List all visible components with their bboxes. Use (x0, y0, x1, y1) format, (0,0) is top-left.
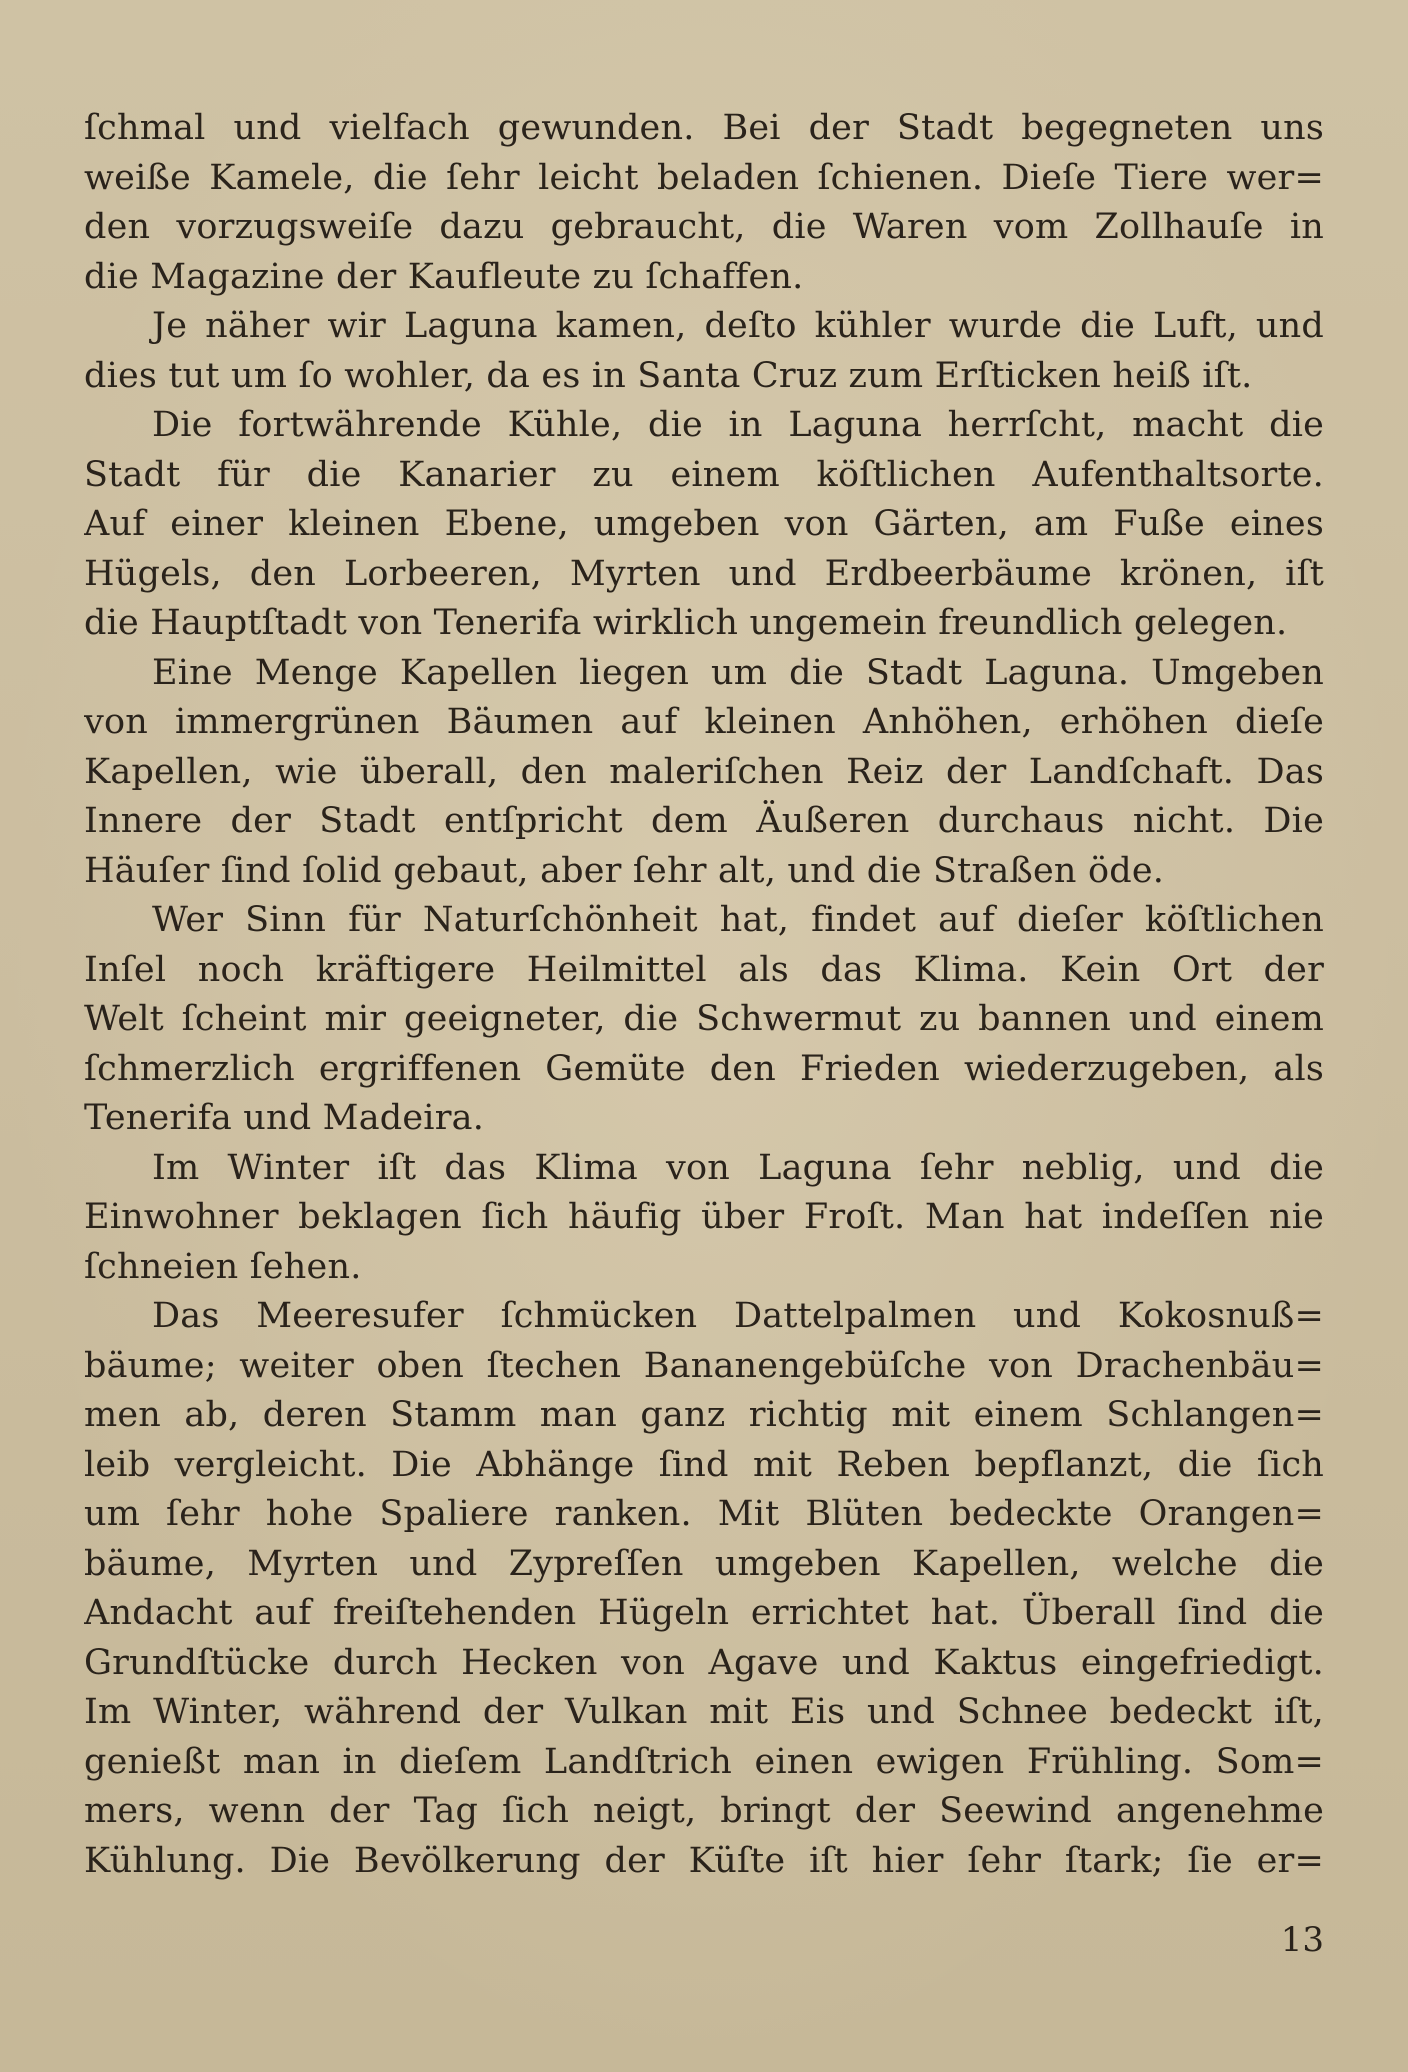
text-line: Einwohner beklagen ſich häufig über Froſt. Man hat indeſſen nie (84, 1197, 1324, 1237)
text-line: die Hauptſtadt von Tenerifa wirklich ungemein freundlich gelegen. (84, 603, 1288, 643)
body-text (84, 104, 1324, 1886)
text-line: Kapellen, wie überall, den maleriſchen Reiz der Landſchaft. Das (84, 751, 1324, 792)
text-line: men ab, deren Stamm man ganz richtig mit einem Schlangen= (84, 1395, 1324, 1435)
text-line: Inſel noch kräftigere Heilmittel als das Klima. Kein Ort der (84, 949, 1324, 990)
text-line: Hügels, den Lorbeeren, Myrten und Erdbeerbäume krönen, iſt (84, 553, 1324, 594)
text-line: Auf einer kleinen Ebene, umgeben von Gärten, am Fuße eines (84, 504, 1324, 544)
text-line: ſchmal und vielfach gewunden. Bei der Stadt begegneten uns (84, 108, 1324, 148)
text-line: dies tut um ſo wohler, da es in Santa Cruz zum Erſticken heiß iſt. (84, 355, 1253, 396)
text-line: mers, wenn der Tag ſich neigt, bringt der Seewind angenehme (84, 1791, 1324, 1831)
text-line: Innere der Stadt entſpricht dem Äußeren durchaus nicht. Die (84, 801, 1324, 841)
paragraph-start-line: Die fortwährende Kühle, die in Laguna herrſcht, macht die (152, 405, 1324, 445)
page-number: 13 (1280, 1920, 1324, 1960)
text-line: Im Winter, während der Vulkan mit Eis und Schnee bedeckt iſt, (84, 1692, 1324, 1732)
text-line: um ſehr hohe Spaliere ranken. Mit Blüten bedeckte Orangen= (84, 1494, 1324, 1534)
text-line: Andacht auf freiſtehenden Hügeln errichtet hat. Überall ſind die (84, 1593, 1324, 1633)
text-line: den vorzugsweiſe dazu gebraucht, die Waren vom Zollhauſe in (84, 207, 1324, 247)
text-line: Häuſer ſind ſolid gebaut, aber ſehr alt, und die Straßen öde. (84, 850, 1165, 891)
text-line: ſchneien ſehen. (84, 1246, 362, 1287)
text-line: Grundſtücke durch Hecken von Agave und Kaktus eingefriedigt. (84, 1642, 1324, 1683)
text-line: ſchmerzlich ergriffenen Gemüte den Frieden wiederzugeben, als (84, 1048, 1324, 1089)
text-line: genießt man in dieſem Landſtrich einen ewigen Frühling. Som= (84, 1741, 1324, 1782)
text-line: Welt ſcheint mir geeigneter, die Schwermut zu bannen und einem (84, 999, 1324, 1039)
paragraph-start-line: Eine Menge Kapellen liegen um die Stadt Laguna. Umgeben (152, 652, 1324, 693)
text-line: bäume; weiter oben ſtechen Bananengebüſche von Drachenbäu= (84, 1345, 1324, 1386)
text-line: weiße Kamele, die ſehr leicht beladen ſchienen. Dieſe Tiere wer= (84, 157, 1324, 198)
paragraph-start-line: Im Winter iſt das Klima von Laguna ſehr neblig, und die (152, 1147, 1324, 1188)
text-line: Tenerifa und Madeira. (84, 1098, 485, 1138)
text-line: von immergrünen Bäumen auf kleinen Anhöhen, erhöhen dieſe (84, 702, 1324, 742)
text-line: leib vergleicht. Die Abhänge ſind mit Reben bepflanzt, die ſich (84, 1444, 1324, 1485)
text-line: bäume, Myrten und Zypreſſen umgeben Kapellen, welche die (84, 1543, 1324, 1584)
text-line: Stadt für die Kanarier zu einem köſtlichen Aufenthaltsorte. (84, 454, 1324, 495)
text-line: die Magazine der Kaufleute zu ſchaffen. (84, 256, 804, 297)
paragraph-start-line: Das Meeresufer ſchmücken Dattelpalmen und Kokosnuß= (152, 1296, 1324, 1336)
paragraph-start-line: Je näher wir Laguna kamen, deſto kühler wurde die Luft, und (152, 306, 1324, 346)
paragraph-start-line: Wer Sinn für Naturſchönheit hat, findet auf dieſer köſtlichen (152, 900, 1324, 940)
text-line: Kühlung. Die Bevölkerung der Küſte iſt hier ſehr ſtark; ſie er= (84, 1840, 1324, 1881)
